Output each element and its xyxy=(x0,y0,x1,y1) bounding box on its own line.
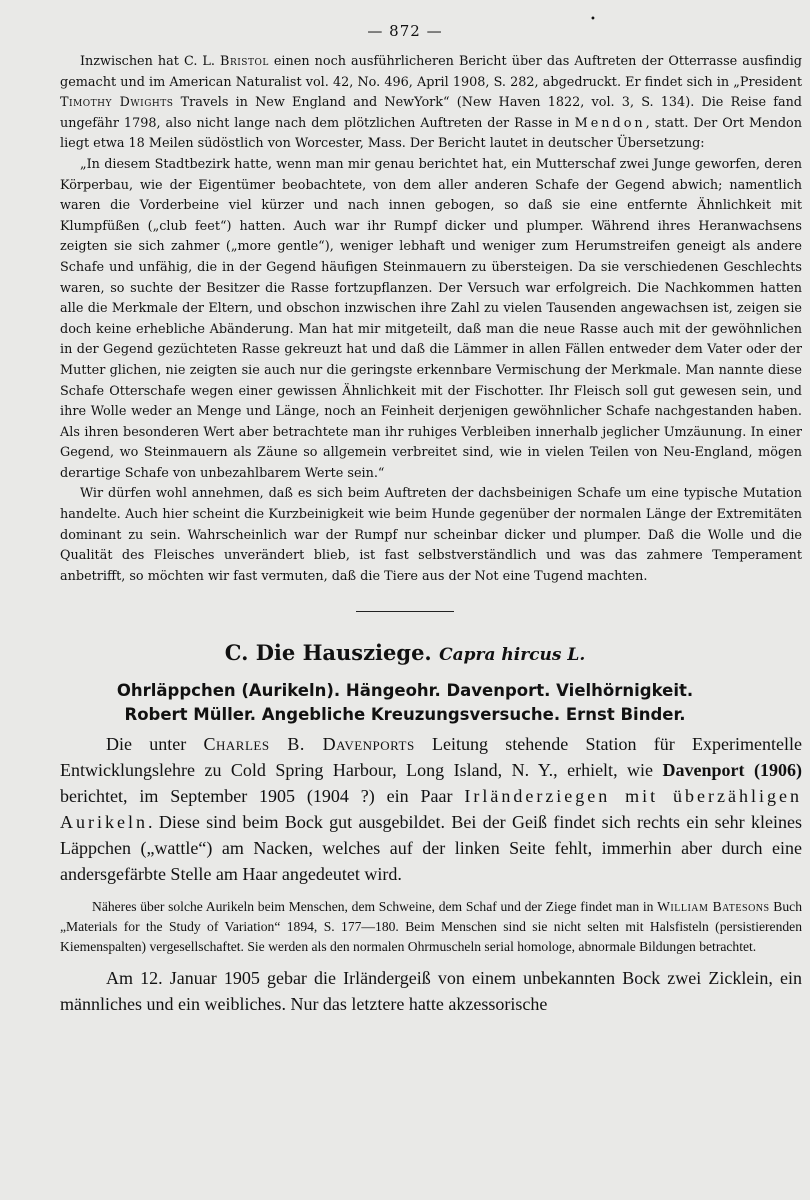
top-text-block xyxy=(60,52,802,587)
place-name-mendon: Mendon xyxy=(574,115,646,131)
paragraph-bristol-report: Inzwischen hat C. L. Bristol einen noch ausführlicheren Bericht über das Auftreten der Otterrasse ausfindig gemacht und im American Naturalist vol. 42, No. 496, April 1908, S. 282, abgedruckt. Er findet sich in „President Timothy Dwights Travels in New England and NewYork“ (New Haven 1822, vol. 3, S. 134). Die Reise fand ungefähr 1798, also nicht lange nach dem plötzlichen Auftreten der Rasse in Mendon, statt. Der Ort Mendon liegt etwa 18 Meilen südöstlich von Worcester, Mass. Der Bericht lautet in deutscher Übersetzung: xyxy=(60,54,803,152)
author-name-davenports: Charles B. Davenports xyxy=(203,734,415,755)
section-divider xyxy=(356,611,454,612)
spaced-term-irlaenderziegen: Irländerziegen mit überzähligen Aurikeln xyxy=(60,786,802,833)
paragraph-quotation: „In diesem Stadtbezirk hatte, wenn man mir genau berichtet hat, ein Mutterschaf zwei Junge geworfen, deren Körperbau, wie der Eigentümer beobachtete, von dem aller anderen Schafe der Gegend abwich; namentlich waren die Vorderbeine viel kürzer und nach innen gebogen, so daß sie eine entfernte Ähnlichkeit mit Klumpfüßen („club feet“) hatten. Auch war ihr Rumpf dicker und plumper. Während ihres Heranwachsens zeigten sie sich zahmer („more gentle“), weniger lebhaft und weniger zum Herumstreifen geneigt als andere Schafe und unfähig, die in der Gegend häufigen Steinmauern zu übersteigen. Da sie verschiedenen Geschlechts waren, so suchte der Besitzer die Rasse fortzupflanzen. Der Versuch war erfolgreich. Die Nachkommen hatten alle die Merkmale der Eltern, und obschon inzwischen ihre Zahl zu vielen Tausenden angewachsen ist, zeigen sie doch keine erhebliche Abänderung. Man hat mir mitgeteilt, daß man die neue Rasse auch mit der gewöhnlichen in der Gegend gezüchteten Rasse gekreuzt hat und daß die Lämmer in allen Fällen entweder dem Vater oder der Mutter glichen, nie zeigten sie auch nur die geringste erkennbare Vermischung der Merkmale. Man nannte diese Schafe Otterschafe wegen einer gewissen Ähnlichkeit mit der Fischotter. Ihr Fleisch soll gut gewesen sein, und ihre Wolle weder an Menge und Länge, noch an Feinheit derjenigen gewöhnlicher Schafe nachgestanden haben. Als ihren besonderen Wert aber betrachtete man ihr ruhiges Verbleiben innerhalb jeglicher Umzäunung. In einer Gegend, wo Steinmauern als Zäune so allgemein verbreitet sind, wie in vielen Teilen von Neu-England, mögen derartige Schafe von unbezahlbarem Werte sein.“ xyxy=(60,156,802,481)
citation-davenport: Davenport (1906) xyxy=(662,760,802,781)
section-heading: C. Die Hausziege. Capra hircus L. xyxy=(224,640,586,666)
author-name-dwights: Timothy Dwights xyxy=(60,95,174,111)
main-text-block xyxy=(60,731,802,1017)
paragraph-note-bateson: Näheres über solche Aurikeln beim Menschen, dem Schweine, dem Schaf und der Ziege findet man in William Batesons Buch „Materials for the Study of Variation“ 1894, S. 177—180. Beim Menschen sind sie nicht selten mit Halsfisteln (persistierenden Kiemenspalten) vergesellschaftet. Sie werden als den normalen Ohrmuscheln serial homologe, abnormale Bildungen betrachtet. xyxy=(60,899,802,955)
subheading-line-2: Robert Müller. Angebliche Kreuzungsversuche. Ernst Binder. xyxy=(124,705,686,725)
author-name-batesons: William Batesons xyxy=(657,899,770,915)
author-name-bristol: Bristol xyxy=(220,54,269,69)
paragraph-mutation: Wir dürfen wohl annehmen, daß es sich beim Auftreten der dachsbeinigen Schafe um eine typische Mutation handelte. Auch hier scheint die Kurzbeinigkeit wie beim Hunde gegenüber der normalen Länge der Extremitäten dominant zu sein. Wahrscheinlich war der Rumpf nur scheinbar dicker und plumper. Daß die Wolle und die Qualität des Fleisches unverändert blieb, ist fast selbstverständlich und was das zahmere Temperament anbetrifft, so möchten wir fast vermuten, daß die Tiere aus der Not eine Tugend machten. xyxy=(60,486,802,584)
paragraph-birth: Am 12. Januar 1905 gebar die Irländergeiß von einem unbekannten Bock zwei Zicklein, ein männliches und ein weibliches. Nur das letztere hatte akzessorische xyxy=(60,968,802,1015)
subheading-line-1: Ohrläppchen (Aurikeln). Hängeohr. Davenport. Vielhörnigkeit. xyxy=(116,681,694,701)
corner-mark: • xyxy=(590,14,596,25)
page-number: — 872 — xyxy=(367,22,443,40)
latin-name: Capra hircus L. xyxy=(439,645,586,666)
section-subheadings xyxy=(40,679,770,727)
paragraph-davenport: Die unter Charles B. Davenports Leitung stehende Station für Experimentelle Entwicklungslehre zu Cold Spring Harbour, Long Island, N. Y., erhielt, wie Davenport (1906) berichtet, im September 1905 (1904 ?) ein Paar Irländerziegen mit überzähligen Aurikeln. Diese sind beim Bock gut ausgebildet. Bei der Geiß findet sich rechts ein sehr kleines Läppchen („wattle“) am Nacken, welches auf der linken Seite fehlt, immerhin aber durch eine andersgefärbte Stelle am Haar angedeutet wird. xyxy=(60,734,802,885)
